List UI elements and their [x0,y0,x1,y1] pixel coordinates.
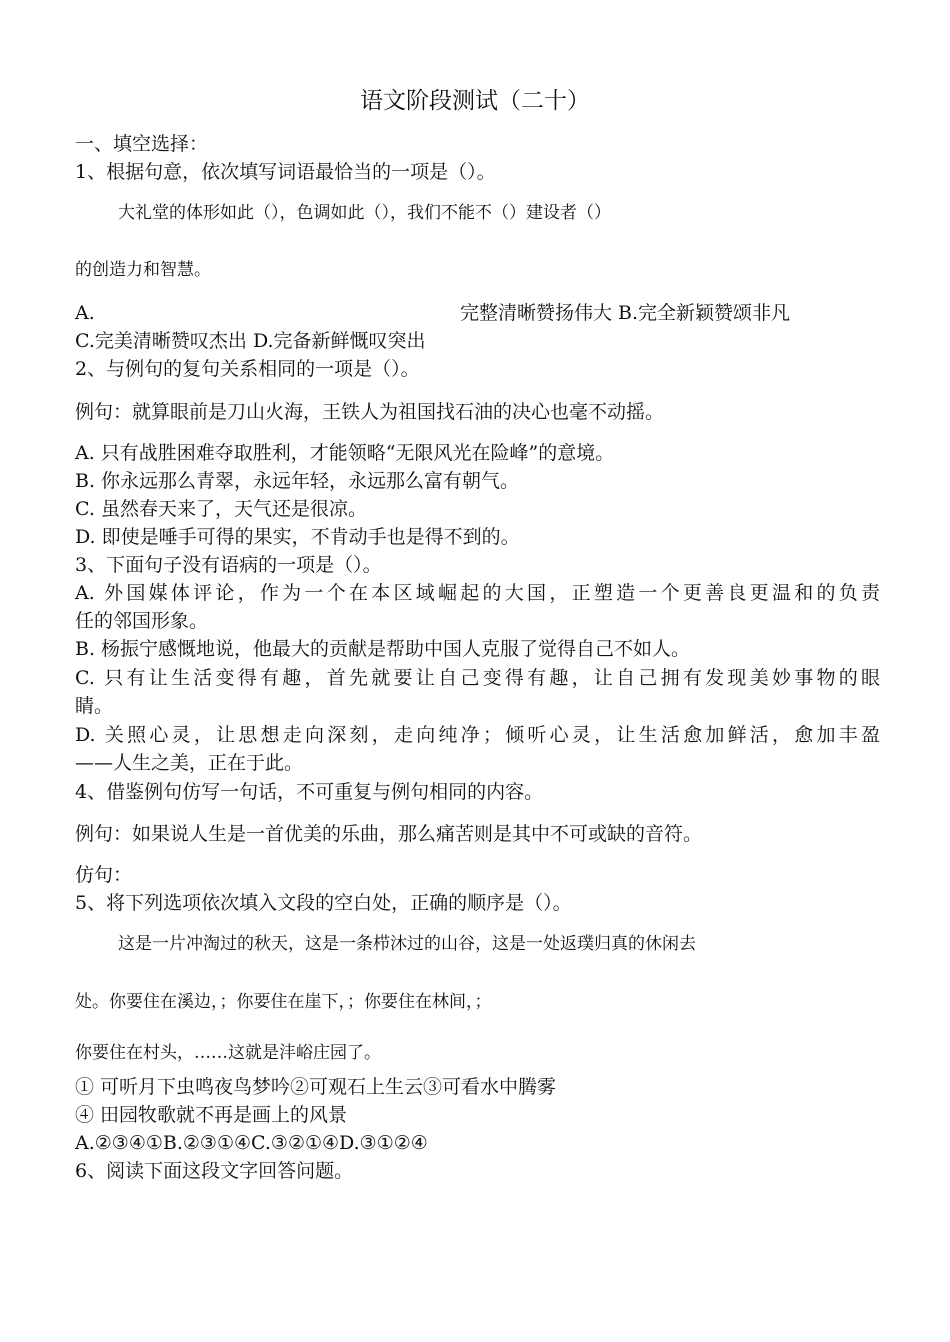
question-4-imitate-label: 仿句： [75,864,133,886]
question-3-option-d-line2: ——人生之美，正在于此。 [75,752,304,774]
question-2-option-d: D. 即使是唾手可得的果实，不肯动手也是得不到的。 [75,526,520,548]
question-2-option-c: C. 虽然春天来了，天气还是很凉。 [75,498,367,520]
question-3-option-b: B. 杨振宁感慨地说，他最大的贡献是帮助中国人克服了觉得自己不如人。 [75,638,691,660]
question-5-passage-line2: 处。你要住在溪边，；你要住在崖下，；你要住在林间，； [75,992,492,1012]
question-2-option-b: B. 你永远那么青翠，永远年轻，永远那么富有朝气。 [75,470,520,492]
question-1-stem: 1、根据句意，依次填写词语最恰当的一项是（）。 [75,161,496,183]
question-1-passage-line2: 的创造力和智慧。 [75,260,211,280]
question-3-stem: 3、下面句子没有语病的一项是（）。 [75,554,382,576]
question-5-items-line2: ④ 田园牧歌就不再是画上的风景 [75,1104,348,1126]
question-1-options-cd: C.完美清晰赞叹杰出 D.完备新鲜慨叹突出 [75,330,426,352]
question-3-option-a-line1: A. 外国媒体评论，作为一个在本区域崛起的大国，正塑造一个更善良更温和的负责 [75,582,880,604]
question-4-example: 例句：如果说人生是一首优美的乐曲，那么痛苦则是其中不可或缺的音符。 [75,823,703,845]
question-5-passage-line1: 这是一片冲淘过的秋天，这是一条栉沐过的山谷，这是一处返璞归真的休闲去 [118,934,696,954]
question-2-example-text: 例句：就算眼前是刀山火海，王铁人为祖国找石油的决心也毫不动摇。 [75,401,665,423]
question-5-stem: 5、将下列选项依次填入文段的空白处，正确的顺序是（）。 [75,892,572,914]
question-3-option-c-line2: 睛。 [75,695,114,717]
section-heading: 一、填空选择： [75,133,209,155]
question-2-example [75,399,664,425]
question-1-options-ab: 完整清晰赞扬伟大 B.完全新颖赞颂非凡 [460,302,791,324]
question-5-items-line1: ① 可听月下虫鸣夜鸟梦吟②可观石上生云③可看水中腾雾 [75,1076,557,1098]
question-5-options: A.②③④①B.②③①④C.③②①④D.③①②④ [75,1132,428,1154]
question-4-stem: 4、借鉴例句仿写一句话，不可重复与例句相同的内容。 [75,781,544,803]
page-title: 语文阶段测试（二十） [360,88,590,114]
question-3-option-a-line2: 任的邻国形象。 [75,610,209,632]
question-2-stem: 2、与例句的复句关系相同的一项是（）。 [75,358,420,380]
question-6-stem: 6、阅读下面这段文字回答问题。 [75,1160,354,1182]
question-1-passage-line1: 大礼堂的体形如此（），色调如此（），我们不能不（）建设者（） [118,203,611,223]
question-5-passage-line3: 你要住在村头，……这就是沣峪庄园了。 [75,1043,381,1063]
question-3-option-c-line1: C. 只有让生活变得有趣，首先就要让自己变得有趣，让自己拥有发现美妙事物的眼 [75,667,880,689]
question-1-option-a-label: A. [75,302,95,324]
question-2-option-a: A. 只有战胜困难夺取胜利，才能领略“无限风光在险峰”的意境。 [75,442,615,464]
question-3-option-d-line1: D. 关照心灵，让思想走向深刻，走向纯净；倾听心灵，让生活愈加鲜活，愈加丰盈 [75,724,880,746]
